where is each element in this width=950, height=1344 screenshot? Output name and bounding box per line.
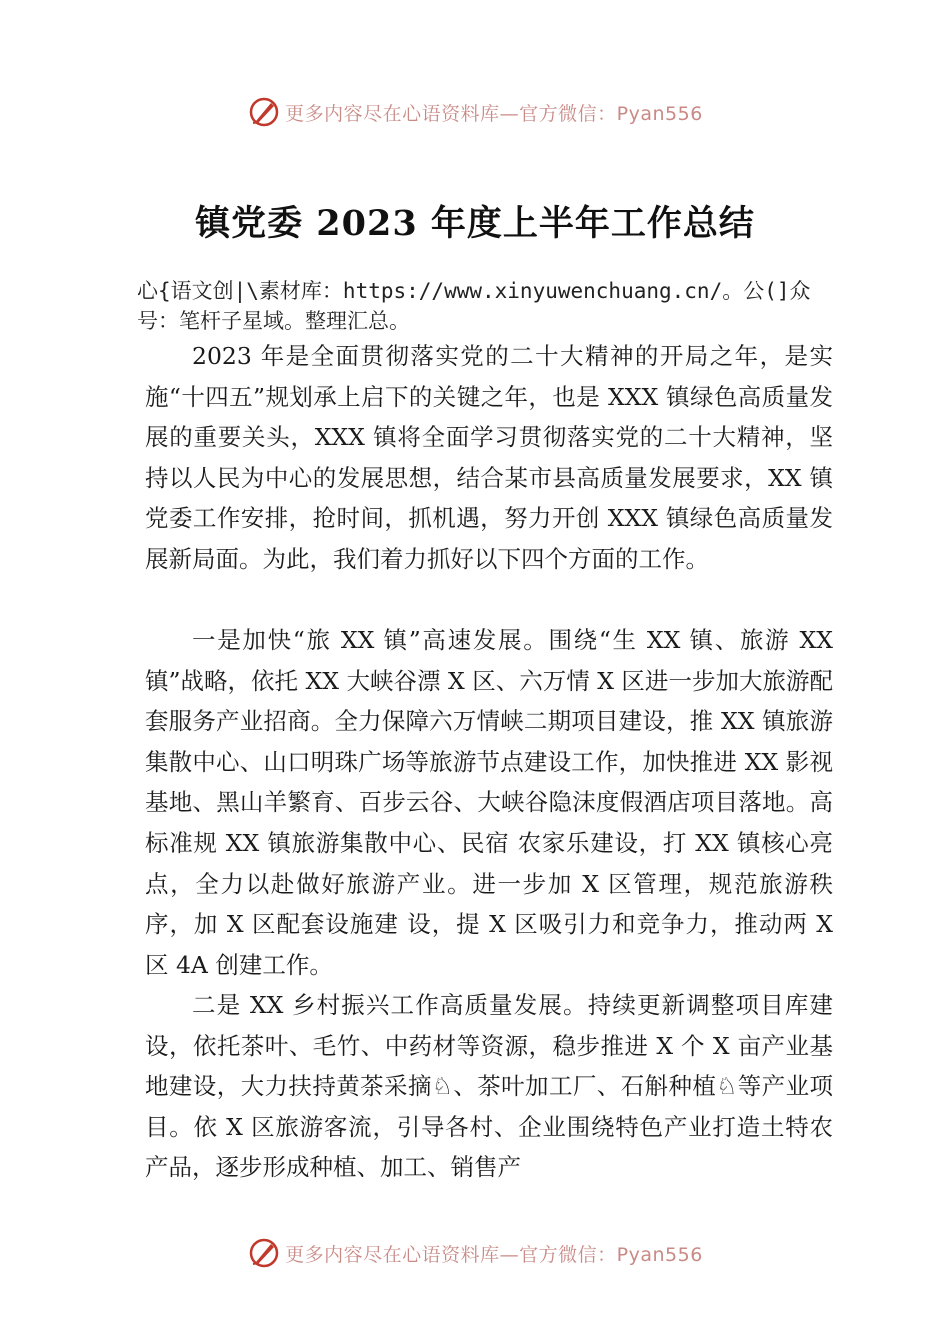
document-title: 镇党委 2023 年度上半年工作总结 [195,203,755,244]
header-watermark-banner [0,92,950,132]
body-paragraph-rural-revitalization: 二是 XX 乡村振兴工作高质量发展。持续更新调整项目库建设，依托茶叶、毛竹、中药材等资源，稳步推进 X 个 X 亩产业基地建设，大力扶持黄茶采摘♘、茶叶加工厂、石斛种植♘等产业项目。依 X 区旅游客流，引导各村、企业围绕特色产业打造土特农产品，逐步形成种植、加工、销售产 [145,991,833,1182]
body-paragraph-tourism: 一是加快“旅 XX 镇”高速发展。围绕“生 XX 镇、旅游 XX 镇”战略，依托 XX 大峡谷漂 X 区、六万情 X 区进一步加大旅游配套服务产业招商。全力保障六万情峡二期项目建设，推 XX 镇旅游集散中心、山口明珠广场等旅游节点建设工作，加快推进 XX 影视基地、黑山羊繁育、百步云谷、大峡谷隐沫度假酒店项目落地。高标准规 XX 镇旅游集散中心、民宿 农家乐建设，打 XX 镇核心亮点，全力以赴做好旅游产业。进一步加 X 区管理，规范旅游秩序，加 X 区配套设施建 设，提 X 区吸引力和竞争力，推动两 X 区 4A 创建工作。 [145,626,833,979]
body-paragraph-intro: 2023 年是全面贯彻落实党的二十大精神的开局之年，是实施“十四五”规划承上启下的关键之年，也是 XXX 镇绿色高质量发展的重要关头，XXX 镇将全面学习贯彻落实党的二十大精神，坚持以人民为中心的发展思想，结合某市县高质量发展要求，XX 镇党委工作安排，抢时间，抓机遇，努力开创 XXX 镇绿色高质量发展新局面。为此，我们着力抓好以下四个方面的工作。 [145,342,833,573]
quill-logo-icon [247,1236,281,1270]
source-note: 心{语文创|\素材库：https://www.xinyuwenchuang.cn/。公(]众号：笔杆子星域。整理汇总。 [137,279,811,333]
quill-logo-icon [247,95,281,129]
watermark-text: 更多内容尽在心语资料库—官方微信：Pyan556 [285,1243,703,1266]
watermark-text: 更多内容尽在心语资料库—官方微信：Pyan556 [285,102,703,125]
footer-watermark-banner [0,1233,950,1273]
